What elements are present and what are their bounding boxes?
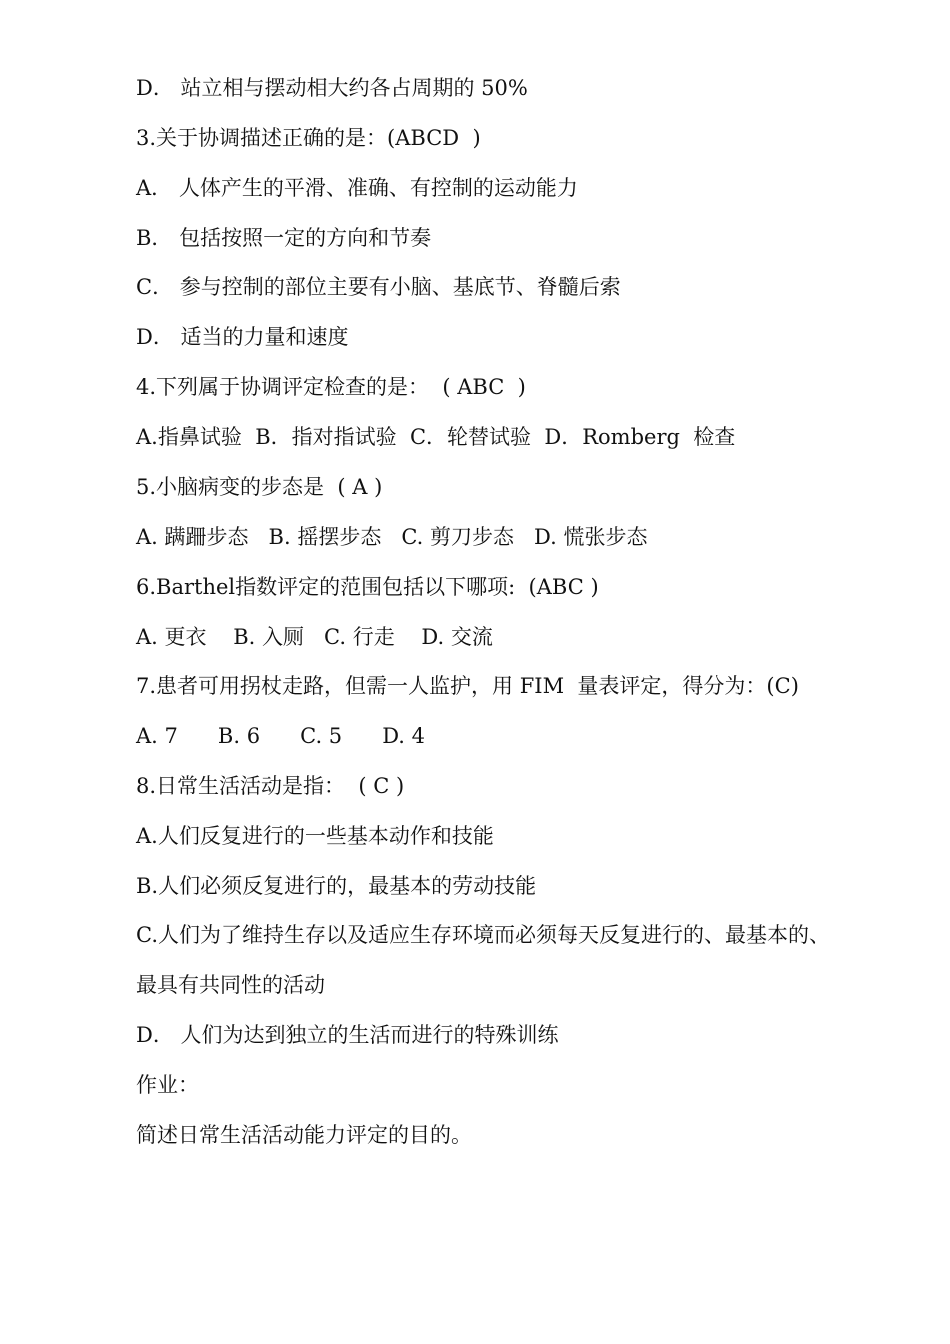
homework-question: 简述日常生活活动能力评定的目的。 [136,1123,472,1147]
q8-option-a: A.人们反复进行的一些基本动作和技能 [136,824,494,848]
question-3: 3.关于协调描述正确的是：(ABCD ) [136,126,481,150]
q8-option-c: C.人们为了维持生存以及适应生存环境而必须每天反复进行的、最基本的、 [136,923,830,947]
question-8: 8.日常生活活动是指： ( C ) [136,774,405,798]
q3-option-b: B． 包括按照一定的方向和节奏 [136,226,432,250]
question-5: 5.小脑病变的步态是 ( A ) [136,475,383,499]
option-d-gait-cycle: D． 站立相与摆动相大约各占周期的 50% [136,76,528,100]
q3-option-d: D． 适当的力量和速度 [136,325,349,349]
q8-option-d: D． 人们为达到独立的生活而进行的特殊训练 [136,1023,559,1047]
question-7: 7.患者可用拐杖走路，但需一人监护，用 FIM 量表评定，得分为：(C) [136,674,799,698]
question-4: 4.下列属于协调评定检查的是： ( ABC ) [136,375,526,399]
homework-heading: 作业： [136,1073,199,1097]
q5-options: A. 蹒跚步态 B. 摇摆步态 C. 剪刀步态 D. 慌张步态 [136,525,648,549]
q3-option-a: A． 人体产生的平滑、准确、有控制的运动能力 [136,176,578,200]
q8-option-c-continued: 最具有共同性的活动 [136,973,325,997]
q7-options: A. 7 B. 6 C. 5 D. 4 [136,724,426,748]
question-6: 6.Barthel指数评定的范围包括以下哪项: (ABC ) [136,575,599,599]
q6-options: A. 更衣 B. 入厕 C. 行走 D. 交流 [136,625,493,649]
q8-option-b: B.人们必须反复进行的，最基本的劳动技能 [136,874,537,898]
q3-option-c: C． 参与控制的部位主要有小脑、基底节、脊髓后索 [136,275,621,299]
q4-options: A.指鼻试验 B．指对指试验 C．轮替试验 D．Romberg 检查 [136,425,736,449]
